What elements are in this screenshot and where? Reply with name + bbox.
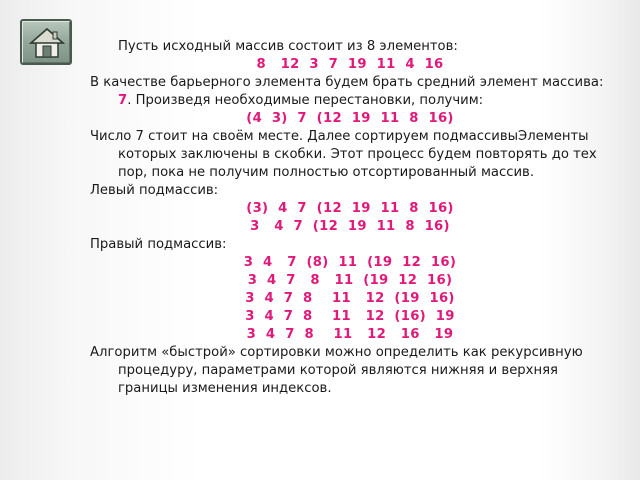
left-subarray-heading: Левый подмассив: bbox=[90, 183, 219, 198]
pivot-value: 7 bbox=[118, 93, 128, 108]
left-step-2: 3 4 7 (12 19 11 8 16) bbox=[250, 219, 450, 234]
right-subarray-heading: Правый подмассив: bbox=[90, 237, 227, 252]
right-step-3: 3 4 7 8 11 12 (19 16) bbox=[245, 291, 455, 306]
pivot-paragraph bbox=[90, 74, 610, 110]
pivot-text-post: . Произведя необходимые перестановки, получим: bbox=[127, 93, 484, 108]
initial-array: 8 12 3 7 19 11 4 16 bbox=[256, 57, 444, 72]
slide-content bbox=[90, 38, 610, 398]
conclusion-text: Алгоритм «быстрой» сортировки можно определить как рекурсивную процедуру, параметрами которой являются нижняя и верхняя границы изменения индексов. bbox=[90, 345, 583, 396]
pivot-text-pre: В качестве барьерного элемента будем брать средний элемент массива: bbox=[90, 75, 604, 90]
home-button[interactable] bbox=[20, 19, 72, 65]
right-step-5: 3 4 7 8 11 12 16 19 bbox=[246, 327, 454, 342]
right-step-4: 3 4 7 8 11 12 (16) 19 bbox=[245, 309, 455, 324]
left-step-1: (3) 4 7 (12 19 11 8 16) bbox=[246, 201, 454, 216]
right-step-1: 3 4 7 (8) 11 (19 12 16) bbox=[243, 255, 457, 270]
intro-text: Пусть исходный массив состоит из 8 элементов: bbox=[118, 39, 458, 54]
right-step-2: 3 4 7 8 11 (19 12 16) bbox=[247, 273, 453, 288]
home-icon bbox=[29, 26, 65, 60]
after-pivot-array: (4 3) 7 (12 19 11 8 16) bbox=[246, 111, 454, 126]
explanation-text: Число 7 стоит на своём месте. Далее сортируем подмассивыЭлементы которых заключены в скобки. Этот процесс будем повторять до тех пор, пока не получим полностью отсортированный массив. bbox=[90, 129, 597, 180]
